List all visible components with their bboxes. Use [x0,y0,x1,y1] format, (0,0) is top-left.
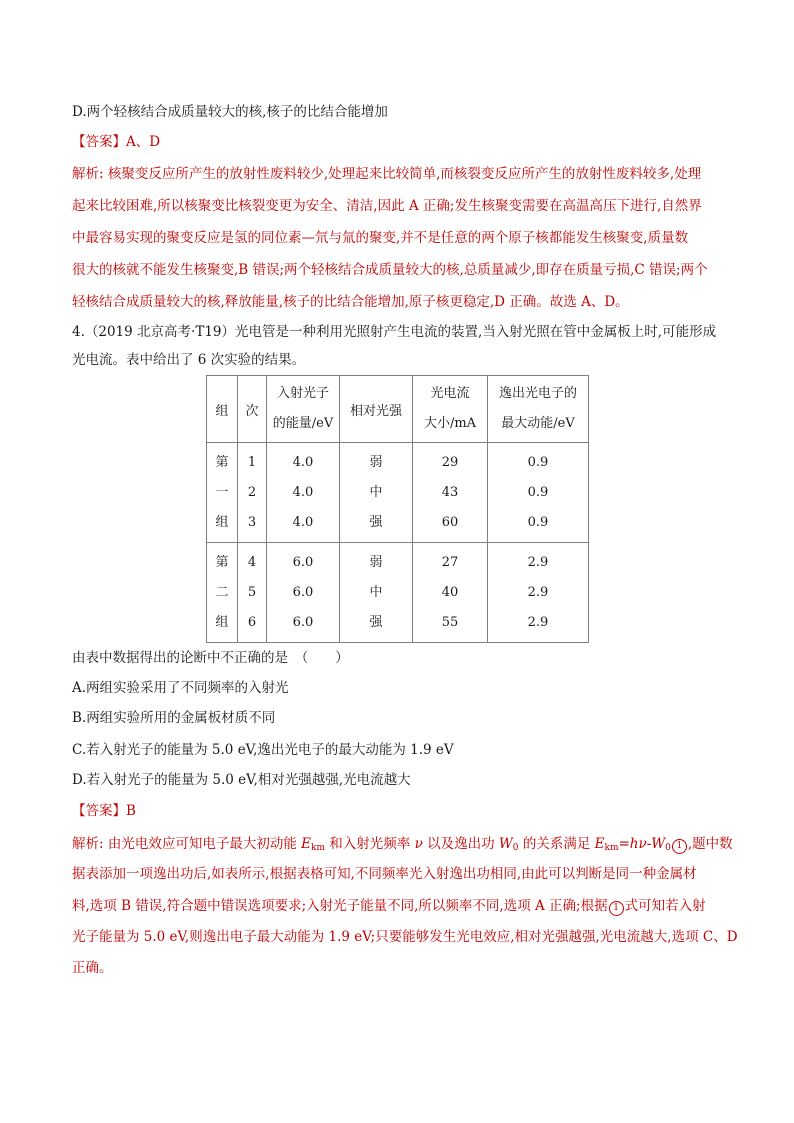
header-photon-energy-l1: 入射光子 [276,386,329,401]
group-label-char: 一 [215,484,229,500]
header-trial: 次 [238,376,267,443]
current-cell [413,443,488,543]
intensity-cell [340,443,413,543]
trial-value: 2 [247,484,257,500]
trial-value: 4 [247,554,257,570]
q4-analysis-line-5: 正确。 [72,960,113,976]
var-e: E [594,836,605,852]
answer-value: A、D [126,134,161,150]
max-ke-value: 2.9 [527,554,549,570]
circled-number-icon: 1 [609,901,624,916]
header-photon-energy-l2: 的能量/eV [272,416,334,431]
equation-sub: 0 [665,843,671,853]
answer-value: B [126,803,136,819]
var-nu: ν [414,836,423,852]
energy-value: 4.0 [292,454,314,470]
max-ke-value: 2.9 [527,614,549,630]
circled-number-icon: 1 [672,839,687,854]
var-e-sub: km [311,843,325,853]
results-table [206,375,589,643]
equation: =hν-W [618,836,666,852]
header-photon-energy [267,376,340,443]
q4-analysis-line-3 [72,896,706,916]
q3-analysis-line: 起来比较困难,所以核聚变比核裂变更为安全、清洁,因此 A 正确;发生核聚变需要在高温高压下进行,自然界 [72,198,702,214]
group-label-char: 第 [215,454,229,470]
analysis-text: 式可知若入射 [624,898,706,914]
header-current [413,376,488,443]
current-value: 29 [441,454,459,470]
q4-option-c: C.若入射光子的能量为 5.0 eV,逸出光电子的最大动能为 1.9 eV [72,742,454,758]
q3-analysis-line: 轻核结合成质量较大的核,释放能量,核子的比结合能增加,原子核更稳定,D 正确。故选 A、D。 [72,294,629,310]
group-label-char: 组 [215,614,229,630]
current-value: 43 [441,484,459,500]
energy-value: 6.0 [292,584,314,600]
q4-option-d: D.若入射光子的能量为 5.0 eV,相对光强越强,光电流越大 [72,772,411,788]
current-cell [413,543,488,643]
intensity-value: 强 [369,514,383,530]
q3-answer [72,132,160,152]
q4-analysis-line-4: 光子能量为 5.0 eV,则逸出电子最大动能为 1.9 eV;只要能够发生光电效应,相对光强越强,光电流越大,选项 C、D [72,929,738,945]
intensity-cell [340,543,413,643]
energy-value: 4.0 [292,514,314,530]
current-value: 27 [441,554,459,570]
current-value: 60 [441,514,459,530]
answer-label: 【答案】 [72,134,126,150]
analysis-text: 的关系满足 [518,836,595,852]
max-ke-cell [488,543,589,643]
group-label [207,443,238,543]
table-row-group-2 [207,543,589,643]
var-e-sub: km [604,843,619,853]
q4-answer [72,801,136,821]
analysis-text: 以及逸出功 [422,836,499,852]
q4-analysis-line-2: 据表添加一项逸出功后,如表所示,根据表格可知,不同频率光入射逸出功相同,由此可以判断是同一种金属材 [72,866,697,882]
group-label-char: 二 [215,584,229,600]
table-header-row [207,376,589,443]
q4-stem-line: 4.（2019 北京高考·T19）光电管是一种利用光照射产生电流的装置,当入射光照在管中金属板上时,可能形成 [72,324,717,340]
q3-option-d: D.两个轻核结合成质量较大的核,核子的比结合能增加 [72,104,388,120]
max-ke-value: 0.9 [527,454,549,470]
trial-value: 3 [247,514,257,530]
current-value: 55 [441,614,459,630]
q4-question: 由表中数据得出的论断中不正确的是 （ ） [72,650,349,666]
q4-analysis-line-1 [72,834,733,858]
group-label [207,543,238,643]
header-group: 组 [207,376,238,443]
energy-value: 6.0 [292,554,314,570]
max-ke-value: 0.9 [527,514,549,530]
q3-analysis-line: 解析: 核聚变反应所产生的放射性废料较少,处理起来比较简单,而核裂变反应所产生的放射性废料较多,处理 [72,166,702,182]
group-label-char: 第 [215,554,229,570]
trial-value: 6 [247,614,257,630]
max-ke-cell [488,443,589,543]
header-intensity: 相对光强 [340,376,413,443]
energy-cell [267,443,340,543]
analysis-text: 料,选项 B 错误,符合题中错误选项要求;入射光子能量不同,所以频率不同,选项 A 正确;根据 [72,898,608,914]
header-max-ke-l2: 最大动能/eV [501,416,575,431]
q3-analysis-line: 很大的核就不能发生核聚变,B 错误;两个轻核结合成质量较大的核,总质量减少,即存在质量亏损,C 错误;两个 [72,262,708,278]
intensity-value: 弱 [369,454,383,470]
header-current-l2: 大小/mA [423,416,477,431]
intensity-value: 强 [369,614,383,630]
trial-cell [238,543,267,643]
intensity-value: 弱 [369,554,383,570]
q4-option-b: B.两组实验所用的金属板材质不同 [72,710,276,726]
q4-stem-line: 光电流。表中给出了 6 次实验的结果。 [72,352,306,368]
analysis-text: 和入射光频率 [325,836,415,852]
intensity-value: 中 [369,484,383,500]
var-w: W [498,836,513,852]
var-w-sub: 0 [512,843,519,853]
trial-value: 1 [247,454,257,470]
q4-option-a: A.两组实验采用了不同频率的入射光 [72,680,289,696]
trial-cell [238,443,267,543]
q3-analysis-line: 中最容易实现的聚变反应是氢的同位素—氘与氚的聚变,并不是任意的两个原子核都能发生核聚变,质量数 [72,230,689,246]
max-ke-value: 2.9 [527,584,549,600]
var-e: E [301,836,311,852]
max-ke-value: 0.9 [527,484,549,500]
answer-label: 【答案】 [72,803,126,819]
energy-cell [267,543,340,643]
intensity-value: 中 [369,584,383,600]
header-max-ke-l1: 逸出光电子的 [498,386,577,401]
header-current-l1: 光电流 [430,386,470,401]
analysis-text: ,题中数 [687,836,733,852]
energy-value: 6.0 [292,614,314,630]
group-label-char: 组 [215,514,229,530]
current-value: 40 [441,584,459,600]
analysis-text: 解析: 由光电效应可知电子最大初动能 [72,836,302,852]
energy-value: 4.0 [292,484,314,500]
table-row-group-1 [207,443,589,543]
trial-value: 5 [247,584,257,600]
header-max-ke [488,376,589,443]
